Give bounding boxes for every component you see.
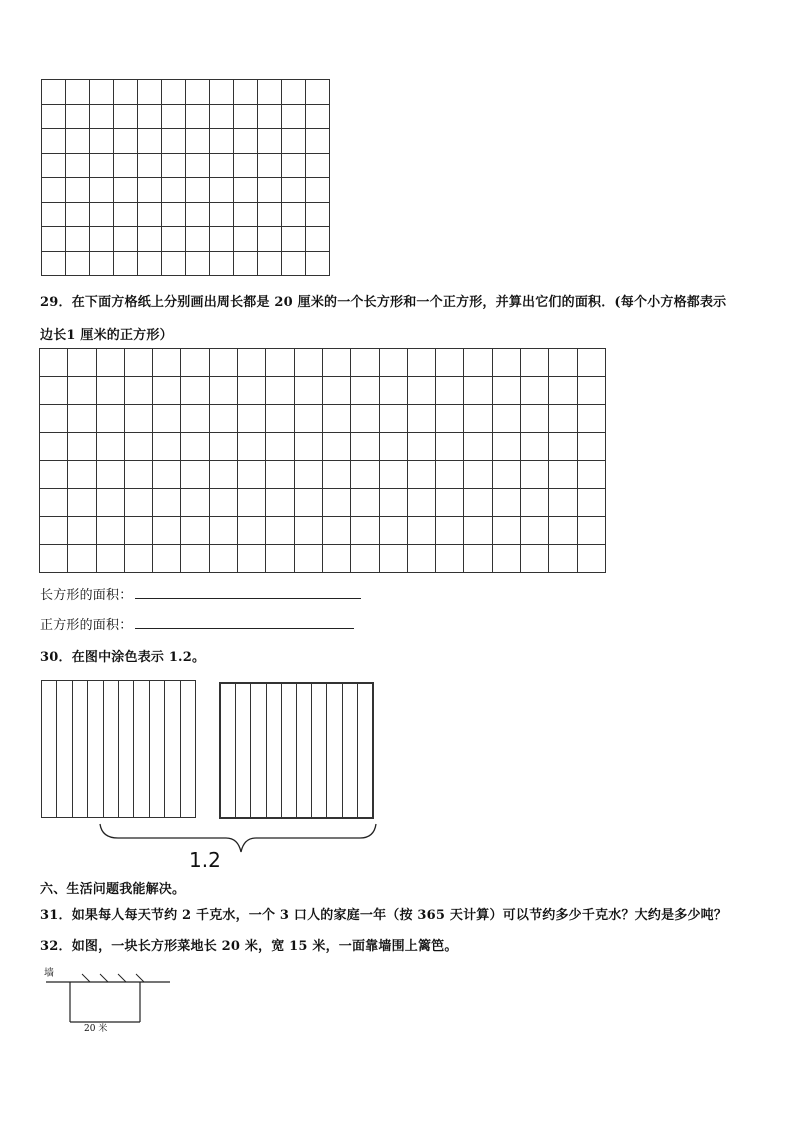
grid-cell[interactable] [42,80,66,105]
grid-cell[interactable] [186,252,210,277]
strip[interactable] [312,684,327,817]
question-29-line1: 29．在下面方格纸上分别画出周长都是 20 厘米的一个长方形和一个正方形，并算出它们的面积．(每个小方格都表示 [40,295,727,310]
strip[interactable] [343,684,358,817]
strip[interactable] [221,684,236,817]
grid-cell[interactable] [40,377,68,405]
length-label: 20 米 [84,1024,108,1034]
grid-cell[interactable] [234,129,258,154]
grid-cell[interactable] [114,227,138,252]
grid-cell[interactable] [380,517,408,545]
grid-cell[interactable] [258,227,282,252]
grid-cell[interactable] [40,433,68,461]
grid-cell[interactable] [153,545,181,573]
grid-cell[interactable] [210,227,234,252]
grid-cell[interactable] [186,80,210,105]
grid-cell[interactable] [351,545,379,573]
grid-cell[interactable] [408,349,436,377]
grid-cell[interactable] [351,377,379,405]
grid-cell[interactable] [66,105,90,130]
grid-cell[interactable] [549,545,577,573]
brace-icon [0,820,794,880]
grid-cell[interactable] [153,433,181,461]
grid-cell[interactable] [125,489,153,517]
grid-cell[interactable] [181,489,209,517]
grid-cell[interactable] [68,377,96,405]
brace-label: 1.2 [189,848,221,872]
grid-cell[interactable] [306,105,330,130]
grid-cell[interactable] [97,517,125,545]
grid-cell[interactable] [234,178,258,203]
strip[interactable] [297,684,312,817]
strip[interactable] [358,684,372,817]
grid-cell[interactable] [68,349,96,377]
grid-cell[interactable] [68,461,96,489]
grid-cell[interactable] [266,517,294,545]
grid-cell[interactable] [210,129,234,154]
grid-cell[interactable] [258,178,282,203]
section-6-title: 六、生活问题我能解决。 [40,882,186,897]
grid-cell[interactable] [521,545,549,573]
grid-cell[interactable] [266,377,294,405]
grid-cell[interactable] [162,105,186,130]
grid-cell[interactable] [97,349,125,377]
grid-cell[interactable] [493,405,521,433]
grid-cell[interactable] [153,405,181,433]
grid-cell[interactable] [97,461,125,489]
grid-cell[interactable] [181,545,209,573]
grid-cell[interactable] [380,461,408,489]
question-32: 32．如图，一块长方形菜地长 20 米，宽 15 米，一面靠墙围上篱笆。 [40,939,458,954]
rect-area-label: 长方形的面积： [40,588,133,603]
grid-cell[interactable] [380,545,408,573]
strip[interactable] [88,681,103,817]
grid-cell[interactable] [66,252,90,277]
grid-cell[interactable] [186,154,210,179]
grid-cell[interactable] [578,461,606,489]
grid-cell[interactable] [40,461,68,489]
grid-cell[interactable] [408,405,436,433]
grid-cell[interactable] [282,203,306,228]
grid-cell[interactable] [306,80,330,105]
grid-cell[interactable] [521,433,549,461]
grid-cell[interactable] [436,405,464,433]
grid-cell[interactable] [114,80,138,105]
grid-cell[interactable] [125,517,153,545]
grid-cell[interactable] [464,377,492,405]
grid-cell[interactable] [40,489,68,517]
grid-cell[interactable] [114,252,138,277]
grid-cell[interactable] [380,405,408,433]
grid-cell[interactable] [258,154,282,179]
grid-cell[interactable] [42,154,66,179]
grid-cell[interactable] [125,377,153,405]
grid-cell[interactable] [97,433,125,461]
grid-cell[interactable] [138,203,162,228]
grid-cell[interactable] [549,433,577,461]
grid-cell[interactable] [282,227,306,252]
question-29-line2: 边长1 厘米的正方形） [40,328,173,343]
grid-cell[interactable] [578,545,606,573]
grid-cell[interactable] [125,545,153,573]
grid-cell[interactable] [351,489,379,517]
grid-cell[interactable] [114,105,138,130]
grid-cell[interactable] [97,489,125,517]
grid-cell[interactable] [323,517,351,545]
grid-cell[interactable] [549,517,577,545]
grid-cell[interactable] [521,377,549,405]
grid-cell[interactable] [282,129,306,154]
grid-cell[interactable] [282,252,306,277]
grid-cell[interactable] [295,377,323,405]
grid-cell[interactable] [464,489,492,517]
grid-cell[interactable] [42,227,66,252]
grid-cell[interactable] [186,129,210,154]
grid-cell[interactable] [493,517,521,545]
grid-cell[interactable] [90,252,114,277]
grid-cell[interactable] [351,461,379,489]
square-area-label: 正方形的面积： [40,618,133,633]
grid-cell[interactable] [162,154,186,179]
grid-cell[interactable] [138,227,162,252]
grid-cell[interactable] [162,203,186,228]
question-30: 30．在图中涂色表示 1.2。 [40,650,206,665]
grid-cell[interactable] [578,377,606,405]
grid-cell[interactable] [66,129,90,154]
grid-cell[interactable] [380,489,408,517]
grid-cell[interactable] [238,545,266,573]
grid-cell[interactable] [258,203,282,228]
grid-cell[interactable] [464,517,492,545]
grid-cell[interactable] [266,545,294,573]
wall-label: 墙 [44,968,54,979]
square-area-answer-line[interactable] [135,628,354,629]
grid-cell[interactable] [181,517,209,545]
grid-cell[interactable] [578,349,606,377]
grid-cell[interactable] [493,433,521,461]
grid-cell[interactable] [380,377,408,405]
grid-cell[interactable] [521,517,549,545]
grid-cell[interactable] [210,178,234,203]
grid-cell[interactable] [282,154,306,179]
grid-cell[interactable] [408,461,436,489]
grid-cell[interactable] [238,377,266,405]
grid-cell[interactable] [153,349,181,377]
grid-cell[interactable] [210,517,238,545]
grid-cell[interactable] [42,252,66,277]
grid-cell[interactable] [578,517,606,545]
grid-cell[interactable] [186,227,210,252]
strip[interactable] [104,681,119,817]
grid-cell[interactable] [125,349,153,377]
grid-cell[interactable] [238,489,266,517]
grid-cell[interactable] [42,129,66,154]
grid-cell[interactable] [138,80,162,105]
grid-cell[interactable] [521,489,549,517]
grid-cell[interactable] [464,349,492,377]
grid-cell[interactable] [351,349,379,377]
grid-cell[interactable] [306,154,330,179]
grid-cell[interactable] [125,461,153,489]
grid-cell[interactable] [323,349,351,377]
grid-cell[interactable] [323,545,351,573]
grid-cell[interactable] [408,545,436,573]
grid-cell[interactable] [258,105,282,130]
grid-cell[interactable] [97,405,125,433]
grid-cell[interactable] [408,377,436,405]
grid-cell[interactable] [181,405,209,433]
grid-cell[interactable] [436,517,464,545]
grid-cell[interactable] [351,433,379,461]
strip[interactable] [42,681,57,817]
grid-cell[interactable] [114,203,138,228]
grid-cell[interactable] [436,377,464,405]
grid-cell[interactable] [90,105,114,130]
grid-cell[interactable] [351,517,379,545]
grid-cell[interactable] [306,178,330,203]
rect-area-answer-line[interactable] [135,598,361,599]
strip[interactable] [150,681,165,817]
grid-cell[interactable] [238,349,266,377]
strip-box-left[interactable] [41,680,196,818]
grid-cell[interactable] [68,433,96,461]
strip[interactable] [327,684,342,817]
grid-cell[interactable] [266,461,294,489]
grid-cell[interactable] [493,461,521,489]
strip-box-right[interactable] [219,682,374,819]
grid-cell[interactable] [578,433,606,461]
grid-cell[interactable] [114,129,138,154]
strip[interactable] [73,681,88,817]
grid-cell[interactable] [234,154,258,179]
grid-cell[interactable] [42,203,66,228]
grid-cell[interactable] [464,433,492,461]
grid-cell[interactable] [210,203,234,228]
grid-cell[interactable] [351,405,379,433]
grid-cell[interactable] [181,461,209,489]
grid-cell[interactable] [258,129,282,154]
grid-cell[interactable] [66,227,90,252]
grid-cell[interactable] [68,545,96,573]
grid-cell[interactable] [210,545,238,573]
grid-cell[interactable] [238,433,266,461]
grid-cell[interactable] [210,252,234,277]
grid-cell[interactable] [40,517,68,545]
grid-cell[interactable] [234,80,258,105]
grid-cell[interactable] [306,203,330,228]
grid-cell[interactable] [323,461,351,489]
grid-cell[interactable] [295,517,323,545]
grid-cell[interactable] [40,405,68,433]
grid-q29 [39,348,606,573]
grid-cell[interactable] [68,489,96,517]
grid-cell[interactable] [162,129,186,154]
strip[interactable] [181,681,195,817]
grid-cell[interactable] [464,545,492,573]
grid-cell[interactable] [436,545,464,573]
grid-cell[interactable] [521,405,549,433]
grid-cell[interactable] [464,405,492,433]
grid-cell[interactable] [234,105,258,130]
grid-cell[interactable] [42,178,66,203]
grid-cell[interactable] [306,227,330,252]
grid-cell[interactable] [125,433,153,461]
grid-cell[interactable] [493,489,521,517]
grid-cell[interactable] [295,545,323,573]
grid-cell[interactable] [282,178,306,203]
grid-cell[interactable] [578,405,606,433]
grid-cell[interactable] [234,227,258,252]
strip[interactable] [282,684,297,817]
grid-cell[interactable] [408,517,436,545]
grid-cell[interactable] [138,154,162,179]
grid-cell[interactable] [90,129,114,154]
grid-cell[interactable] [162,227,186,252]
garden-diagram [42,962,182,1042]
grid-cell[interactable] [210,405,238,433]
grid-cell[interactable] [153,377,181,405]
grid-cell[interactable] [323,489,351,517]
grid-cell[interactable] [258,252,282,277]
grid-cell[interactable] [66,203,90,228]
strip[interactable] [267,684,282,817]
grid-cell[interactable] [234,203,258,228]
grid-cell[interactable] [266,405,294,433]
grid-cell[interactable] [258,80,282,105]
grid-cell[interactable] [210,154,234,179]
grid-cell[interactable] [153,489,181,517]
grid-cell[interactable] [295,461,323,489]
grid-cell[interactable] [138,252,162,277]
strip[interactable] [165,681,180,817]
grid-cell[interactable] [436,489,464,517]
grid-cell[interactable] [138,129,162,154]
grid-cell[interactable] [90,80,114,105]
grid-cell[interactable] [181,377,209,405]
grid-cell[interactable] [40,545,68,573]
grid-cell[interactable] [521,461,549,489]
grid-cell[interactable] [66,178,90,203]
grid-cell[interactable] [186,178,210,203]
grid-cell[interactable] [68,517,96,545]
grid-cell[interactable] [90,203,114,228]
grid-cell[interactable] [68,405,96,433]
grid-cell[interactable] [436,433,464,461]
strip[interactable] [236,684,251,817]
grid-cell[interactable] [266,489,294,517]
grid-cell[interactable] [295,349,323,377]
strip[interactable] [57,681,72,817]
grid-cell[interactable] [521,349,549,377]
grid-cell[interactable] [549,461,577,489]
grid-cell[interactable] [493,349,521,377]
grid-cell[interactable] [210,80,234,105]
grid-cell[interactable] [66,80,90,105]
grid-cell[interactable] [306,129,330,154]
grid-cell[interactable] [549,377,577,405]
grid-cell[interactable] [436,349,464,377]
grid-cell[interactable] [436,461,464,489]
grid-cell[interactable] [295,405,323,433]
grid-cell[interactable] [40,349,68,377]
grid-cell[interactable] [380,349,408,377]
grid-cell[interactable] [210,489,238,517]
grid-cell[interactable] [464,461,492,489]
grid-cell[interactable] [549,349,577,377]
grid-cell[interactable] [323,433,351,461]
grid-cell[interactable] [153,517,181,545]
grid-cell[interactable] [549,489,577,517]
grid-cell[interactable] [295,489,323,517]
grid-cell[interactable] [323,377,351,405]
grid-cell[interactable] [282,80,306,105]
grid-cell[interactable] [97,377,125,405]
grid-cell[interactable] [153,461,181,489]
grid-cell[interactable] [234,252,258,277]
grid-cell[interactable] [493,545,521,573]
grid-cell[interactable] [282,105,306,130]
grid-cell[interactable] [210,433,238,461]
grid-cell[interactable] [266,349,294,377]
grid-cell[interactable] [210,377,238,405]
grid-cell[interactable] [181,349,209,377]
grid-cell[interactable] [210,349,238,377]
grid-cell[interactable] [210,461,238,489]
strip[interactable] [134,681,149,817]
grid-cell[interactable] [186,203,210,228]
grid-cell[interactable] [493,377,521,405]
grid-cell[interactable] [306,252,330,277]
grid-cell[interactable] [295,433,323,461]
grid-cell[interactable] [323,405,351,433]
grid-cell[interactable] [210,105,234,130]
strip[interactable] [251,684,266,817]
grid-cell[interactable] [408,489,436,517]
grid-cell[interactable] [162,178,186,203]
grid-cell[interactable] [162,80,186,105]
grid-cell[interactable] [42,105,66,130]
grid-cell[interactable] [181,433,209,461]
grid-top [41,79,330,276]
grid-cell[interactable] [90,178,114,203]
grid-cell[interactable] [578,489,606,517]
grid-cell[interactable] [114,154,138,179]
grid-cell[interactable] [238,405,266,433]
grid-cell[interactable] [162,252,186,277]
grid-cell[interactable] [66,154,90,179]
grid-cell[interactable] [114,178,138,203]
grid-cell[interactable] [408,433,436,461]
grid-cell[interactable] [238,461,266,489]
grid-cell[interactable] [138,178,162,203]
grid-cell[interactable] [138,105,162,130]
grid-cell[interactable] [380,433,408,461]
grid-cell[interactable] [238,517,266,545]
strip[interactable] [119,681,134,817]
grid-cell[interactable] [266,433,294,461]
grid-cell[interactable] [90,227,114,252]
grid-cell[interactable] [549,405,577,433]
grid-cell[interactable] [186,105,210,130]
grid-cell[interactable] [125,405,153,433]
question-31: 31．如果每人每天节约 2 千克水，一个 3 口人的家庭一年（按 365 天计算）可以节约多少千克水？大约是多少吨？ [40,908,728,923]
grid-cell[interactable] [97,545,125,573]
grid-cell[interactable] [90,154,114,179]
